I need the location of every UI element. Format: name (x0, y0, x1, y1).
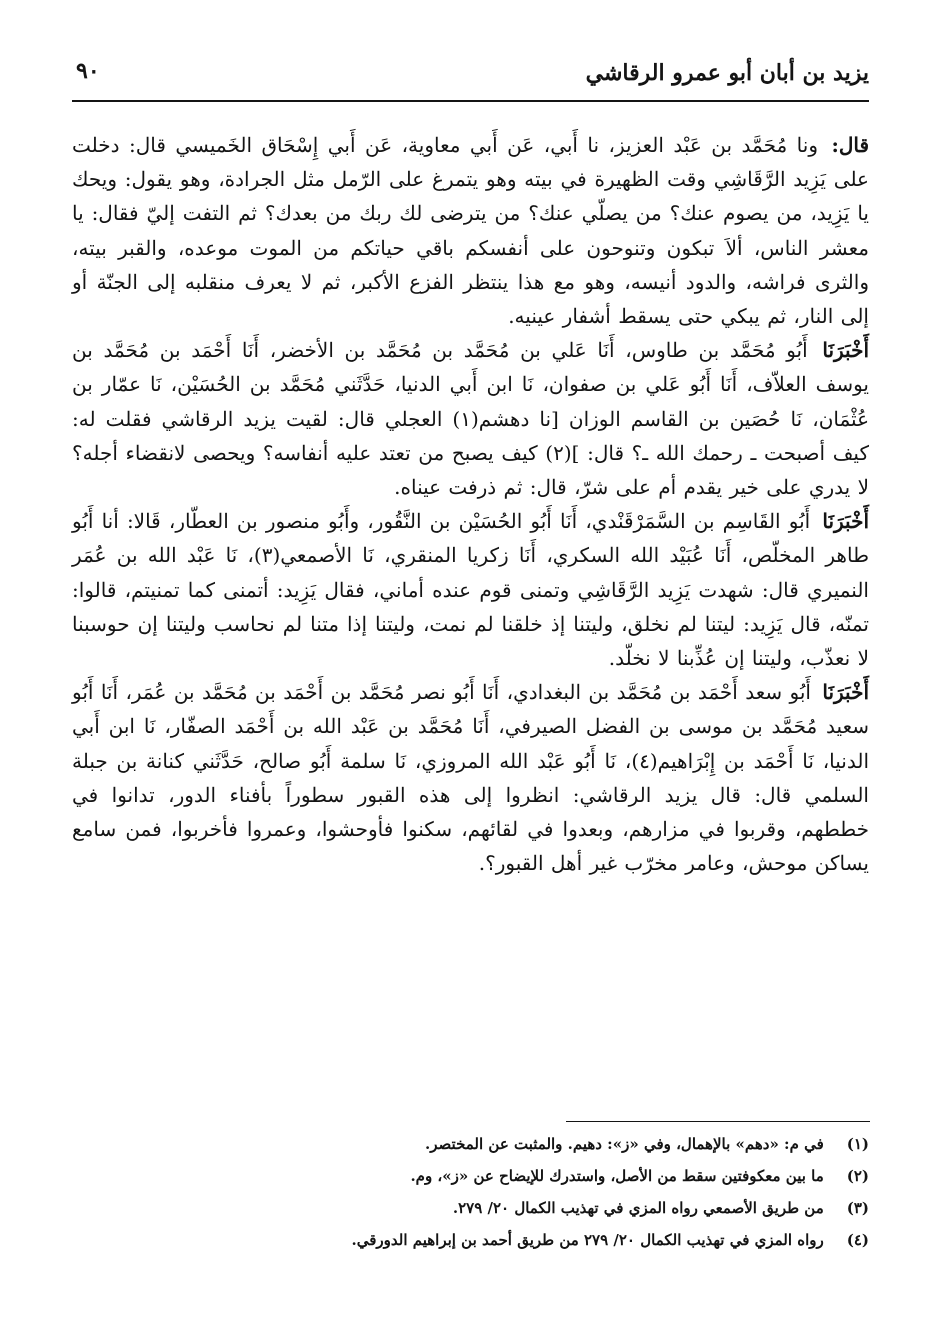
paragraph-lead: أَخْبَرَنَا (822, 338, 869, 363)
page-number: ٩٠ (76, 58, 100, 84)
footnote-text: ما بين معكوفتين سقط من الأصل، واستدرك للإيضاح عن «ز»، وم. (410, 1167, 824, 1185)
footnote-number: (٤) (846, 1231, 869, 1249)
footnotes (72, 1128, 869, 1256)
paragraph-lead: أَخْبَرَنَا (822, 509, 869, 534)
paragraph-3 (72, 504, 869, 675)
footnote-text: في م: «دهم» بالإهمال، وفي «ز»: دهيم. والمثبت عن المختصر. (425, 1135, 824, 1153)
footnote-text: من طريق الأصمعي رواه المزي في تهذيب الكمال ٢٠/ ٢٧٩. (452, 1199, 824, 1217)
paragraph-text: ونا مُحَمَّد بن عَبْد العزيز، نا أَبي، عَن أَبي معاوية، عَن أَبي إِسْحَاق الخَميسي قال: دخلت على يَزِيد الرَّقَاشِي وقت الظهيرة في بيته وهو يتمرغ على الرّمل مثل الجرادة، وهو يقول: ويحك يا يَزِيد، من يصوم عنك؟ من يصلّي عنك؟ من يترضى لك ربك من بعدك؟ ثم التفت إليّ فقال: يا معشر الناس، ألاَ تبكون وتنوحون على أنفسكم باقي حياتكم من الموت موعده، والقبر بيته، والثرى فراشه، والدود أنيسه، وهو مع هذا ينتظر الفزع الأكبر، ثم لا يعرف منقلبه إلى الجنّة أو إلى النار، ثم يبكي حتى يسقط أشفار عينيه. (72, 133, 869, 329)
paragraph-lead: قال: (831, 133, 870, 157)
paragraph-text: أَبُو سعد أَحْمَد بن مُحَمَّد بن البغدادي، أَنَا أَبُو نصر مُحَمَّد بن أَحْمَد بن مُحَمَّد بن عُمَر، أَنَا أَبُو سعيد مُحَمَّد بن موسى بن الفضل الصيرفي، أَنَا مُحَمَّد بن عَبْد الله بن أَحْمَد الصفّار، نَا ابن أَبي الدنيا، نَا أَحْمَد بن إِبْرَاهيم(٤)، نَا أَبُو عَبْد الله المروزي، نَا سلمة أَبُو صالح، حَدَّثَني كنانة بن جبلة السلمي قال: قال يزيد الرقاشي: انظروا إلى هذه القبور سطوراً بأفناء الدور، تدانوا في خططهم، وقربوا في مزارهم، وبعدوا في لقائهم، سكنوا فأوحشوا، وعمروا فأخربوا، فمن سامع يساكن موحش، وعامر مخرّب غير أهل القبور؟. (72, 680, 869, 876)
footnote-separator (566, 1121, 870, 1122)
footnote (72, 1128, 869, 1160)
main-text (72, 128, 869, 880)
footnote-number: (٢) (846, 1167, 869, 1185)
header-rule (72, 100, 869, 102)
footnote (72, 1160, 869, 1192)
paragraph-4 (72, 675, 869, 880)
footnote (72, 1192, 869, 1224)
paragraph-lead: أَخْبَرَنَا (822, 680, 869, 705)
footnote-number: (٣) (846, 1199, 869, 1217)
footnote-text: رواه المزي في تهذيب الكمال ٢٠/ ٢٧٩ من طريق أحمد بن إبراهيم الدورقي. (351, 1231, 824, 1249)
page-header (76, 54, 869, 98)
footnote-number: (١) (846, 1135, 869, 1153)
paragraph-text: أَبُو القَاسِم بن السَّمَرْقَنْدي، أَنَا أَبُو الحُسَيْن بن النَّقُور، وأَبُو منصور بن العطّار، قَالا: أنا أَبُو طاهر المخلّص، أَنَا عُبَيْد الله السكري، أَنَا زكريا المنقري، نَا الأصمعي(٣)، نَا عَبْد الله بن عُمَر النميري قال: شهدت يَزِيد الرَّقَاشِي وتمنى قوم عنده أماني، فقال يَزِيد: أتمنى كما تمنيتم، قالوا: تمنّه، قال يَزِيد: ليتنا لم نخلق، وليتنا إذ خلقنا لم نمت، وليتنا إذا متنا لم نحاسب وليتنا إن حوسبنا لا نعذّب، وليتنا إن عُذِّبنا لا نخلّد. (72, 509, 869, 671)
footnote (72, 1224, 869, 1256)
paragraph-2 (72, 333, 869, 504)
paragraph-1 (72, 128, 869, 333)
paragraph-text: أَبُو مُحَمَّد بن طاوس، أَنَا عَلي بن مُحَمَّد بن مُحَمَّد بن الأخضر، أَنَا أَحْمَد بن مُحَمَّد بن يوسف العلاّف، أَنَا أَبُو عَلي بن صفوان، نَا ابن أَبي الدنيا، حَدَّثَني مُحَمَّد بن الحُسَيْن، نَا عمّار بن عُثْمَان، نَا حُصَين بن القاسم الوزان [نا دهشم(١) العجلي قال: لقيت يزيد الرقاشي فقلت له: كيف أصبحت ـ رحمك الله ـ؟ قال: ](٢) كيف يصبح من تعتد عليه أنفاسه؟ ويحصى لانقضاء أجله؟ لا يدري على خير يقدم أم على شرّ، قال: ثم ذرفت عيناه. (72, 338, 870, 500)
running-title: يزيد بن أبان أبو عمرو الرقاشي (585, 60, 869, 86)
